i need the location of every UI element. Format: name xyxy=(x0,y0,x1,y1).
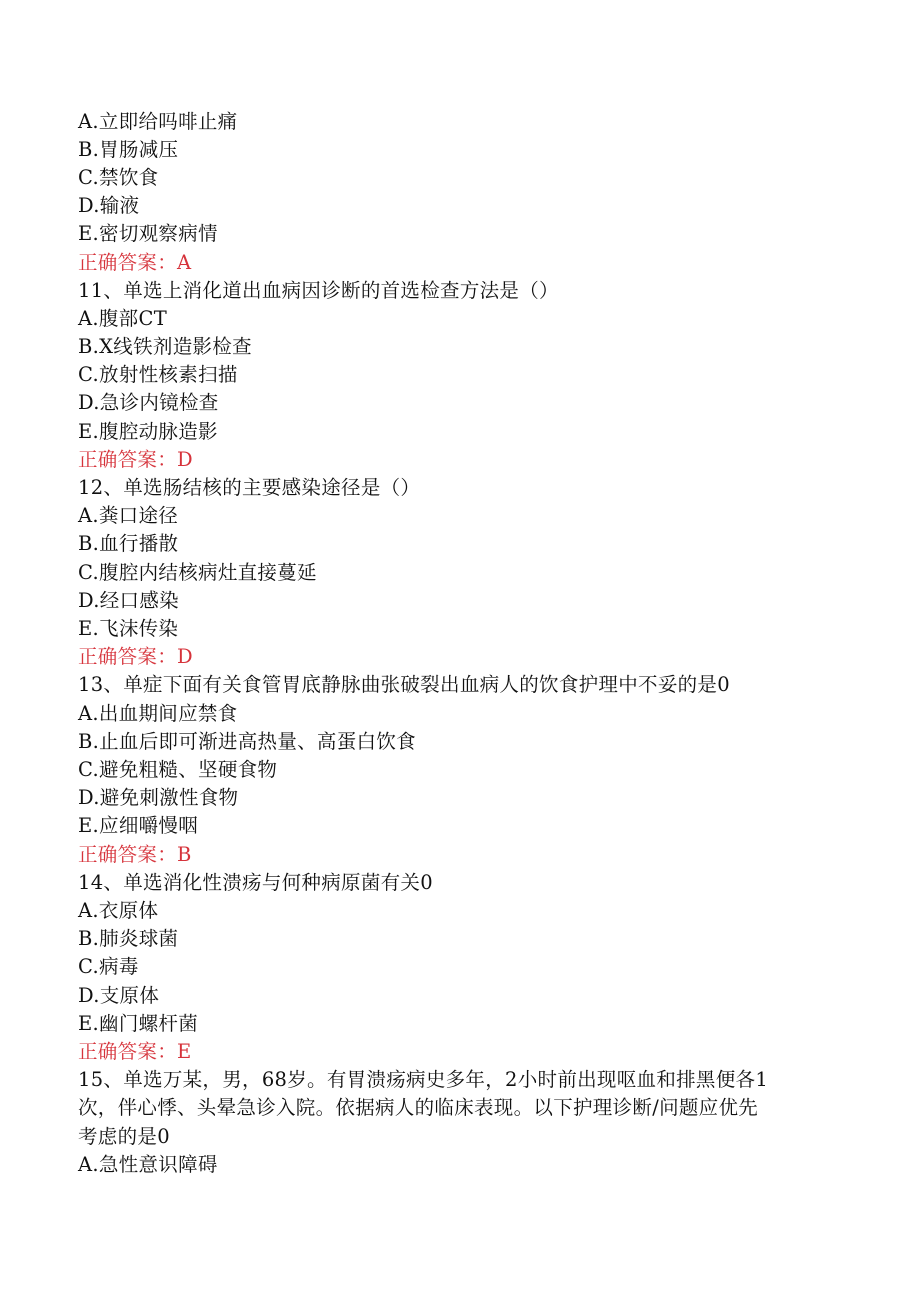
question-12: 12、单选肠结核的主要感染途径是（） xyxy=(78,476,421,499)
option-a: A.立即给吗啡止痛 xyxy=(78,110,238,133)
option-d: D.输液 xyxy=(78,194,140,217)
question-15-line-3: 考虑的是0 xyxy=(78,1125,170,1148)
option-e: E.应细嚼慢咽 xyxy=(78,814,199,837)
option-e: E.幽门螺杆菌 xyxy=(78,1012,199,1035)
option-b: B.血行播散 xyxy=(78,532,179,555)
option-c: C.腹腔内结核病灶直接蔓延 xyxy=(78,561,317,584)
option-c: C.放射性核素扫描 xyxy=(78,363,238,386)
option-d: D.经口感染 xyxy=(78,589,179,612)
option-d: D.支原体 xyxy=(78,984,160,1007)
option-a: A.出血期间应禁食 xyxy=(78,702,238,725)
correct-answer: 正确答案：D xyxy=(78,645,193,668)
correct-answer: 正确答案：B xyxy=(78,843,192,866)
option-e: E.腹腔动脉造影 xyxy=(78,420,218,443)
option-a: A.衣原体 xyxy=(78,899,159,922)
option-a: A.粪口途径 xyxy=(78,504,179,527)
correct-answer: 正确答案：A xyxy=(78,251,192,274)
option-b: B.肺炎球菌 xyxy=(78,927,179,950)
correct-answer: 正确答案：E xyxy=(78,1040,192,1063)
option-b: B.止血后即可渐进高热量、高蛋白饮食 xyxy=(78,730,416,753)
option-c: C.禁饮食 xyxy=(78,166,159,189)
correct-answer: 正确答案：D xyxy=(78,448,193,471)
option-a: A.急性意识障碍 xyxy=(78,1153,218,1176)
option-c: C.病毒 xyxy=(78,955,139,978)
option-e: E.飞沫传染 xyxy=(78,617,179,640)
option-a: A.腹部CT xyxy=(78,307,168,330)
option-b: B.X线铁剂造影检查 xyxy=(78,335,252,358)
option-c: C.避免粗糙、坚硬食物 xyxy=(78,758,278,781)
option-e: E.密切观察病情 xyxy=(78,222,218,245)
question-15-line-1: 15、单选万某，男，68岁。有胃溃疡病史多年，2小时前出现呕血和排黑便各1 xyxy=(78,1068,769,1091)
option-b: B.胃肠减压 xyxy=(78,138,179,161)
option-d: D.避免刺激性食物 xyxy=(78,786,239,809)
question-14: 14、单选消化性溃疡与何种病原菌有关0 xyxy=(78,871,433,894)
option-d: D.急诊内镜检查 xyxy=(78,391,219,414)
question-13: 13、单症下面有关食管胃底静脉曲张破裂出血病人的饮食护理中不妥的是0 xyxy=(78,673,730,696)
question-11: 11、单选上消化道出血病因诊断的首选检查方法是（） xyxy=(78,279,559,302)
question-15-line-2: 次，伴心悸、头晕急诊入院。依据病人的临床表现。以下护理诊断/问题应优先 xyxy=(78,1096,759,1119)
